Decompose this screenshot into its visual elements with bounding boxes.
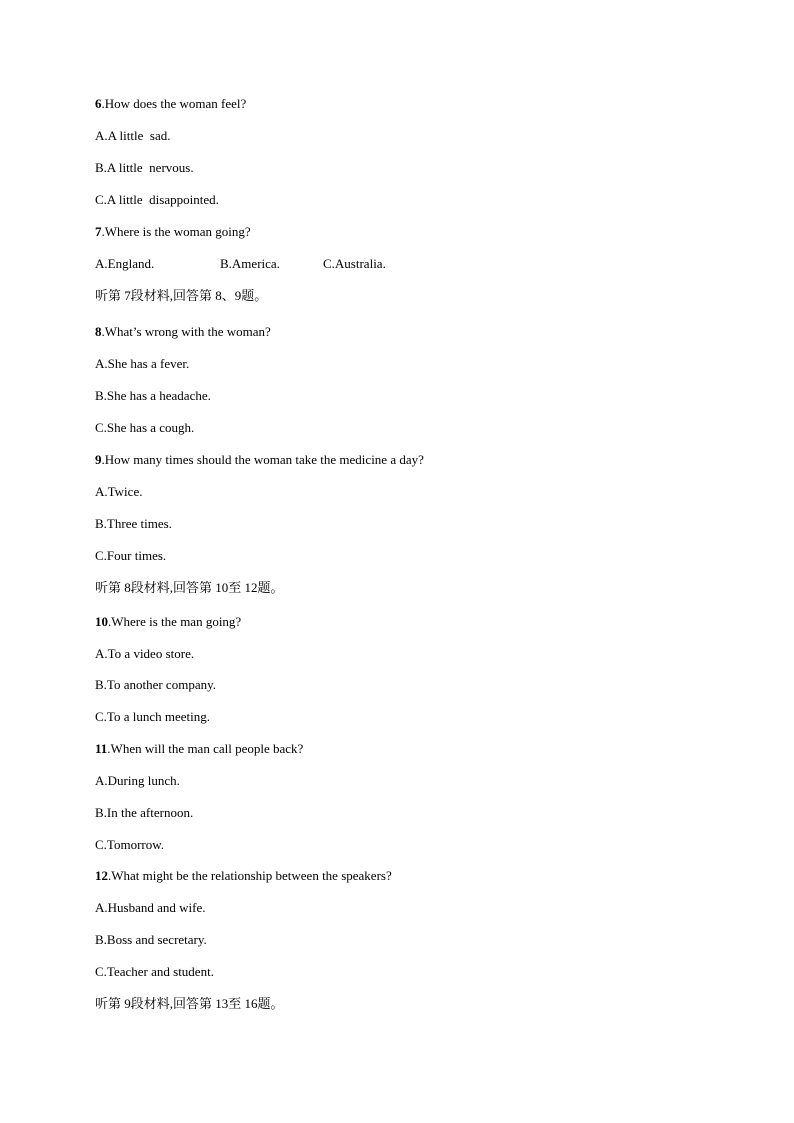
question-7 (95, 224, 251, 240)
question-11 (95, 741, 303, 757)
question-10 (95, 614, 241, 630)
option-c: C.She has a cough. (95, 420, 195, 435)
question-number: 11 (95, 741, 108, 756)
option-a: A.During lunch. (95, 773, 180, 788)
question-number: 6 (95, 96, 102, 111)
option-b: B.In the afternoon. (95, 805, 194, 820)
section-instruction: 听第 9段材料,回答第 13至 16题。 (95, 996, 284, 1011)
option-c: C.Teacher and student. (95, 964, 214, 979)
question-8 (95, 324, 271, 340)
option-a: A.England. (95, 256, 155, 271)
option-b: B.A little nervous. (95, 160, 194, 175)
question-number: 7 (95, 224, 102, 239)
option-b: B.Three times. (95, 516, 172, 531)
option-c: C.Australia. (323, 256, 386, 271)
option-b: B.Boss and secretary. (95, 932, 207, 947)
question-6 (95, 96, 246, 112)
option-a: A.Twice. (95, 484, 143, 499)
option-b: B.America. (220, 256, 280, 271)
question-text: .How many times should the woman take the medicine a day? (101, 452, 424, 467)
option-b: B.She has a headache. (95, 388, 211, 403)
question-number: 12 (95, 868, 108, 883)
question-12 (95, 868, 392, 884)
question-number: 8 (95, 324, 102, 339)
option-a: A.She has a fever. (95, 356, 190, 371)
question-text: .When will the man call people back? (107, 741, 304, 756)
option-a: A.To a video store. (95, 646, 195, 661)
question-text: .How does the woman feel? (101, 96, 247, 111)
option-a: A.Husband and wife. (95, 900, 206, 915)
question-number: 10 (95, 614, 108, 629)
question-text: .What might be the relationship between the speakers? (108, 868, 392, 883)
question-9 (95, 452, 424, 468)
option-a: A.A little sad. (95, 128, 171, 143)
option-c: C.To a lunch meeting. (95, 709, 210, 724)
question-text: .Where is the woman going? (101, 224, 251, 239)
question-number: 9 (95, 452, 102, 467)
section-instruction: 听第 8段材料,回答第 10至 12题。 (95, 580, 284, 595)
section-instruction: 听第 7段材料,回答第 8、9题。 (95, 288, 268, 303)
question-text: .What’s wrong with the woman? (101, 324, 271, 339)
question-text: .Where is the man going? (108, 614, 242, 629)
option-c: C.Four times. (95, 548, 167, 563)
option-b: B.To another company. (95, 677, 216, 692)
option-c: C.A little disappointed. (95, 192, 219, 207)
option-c: C.Tomorrow. (95, 837, 165, 852)
